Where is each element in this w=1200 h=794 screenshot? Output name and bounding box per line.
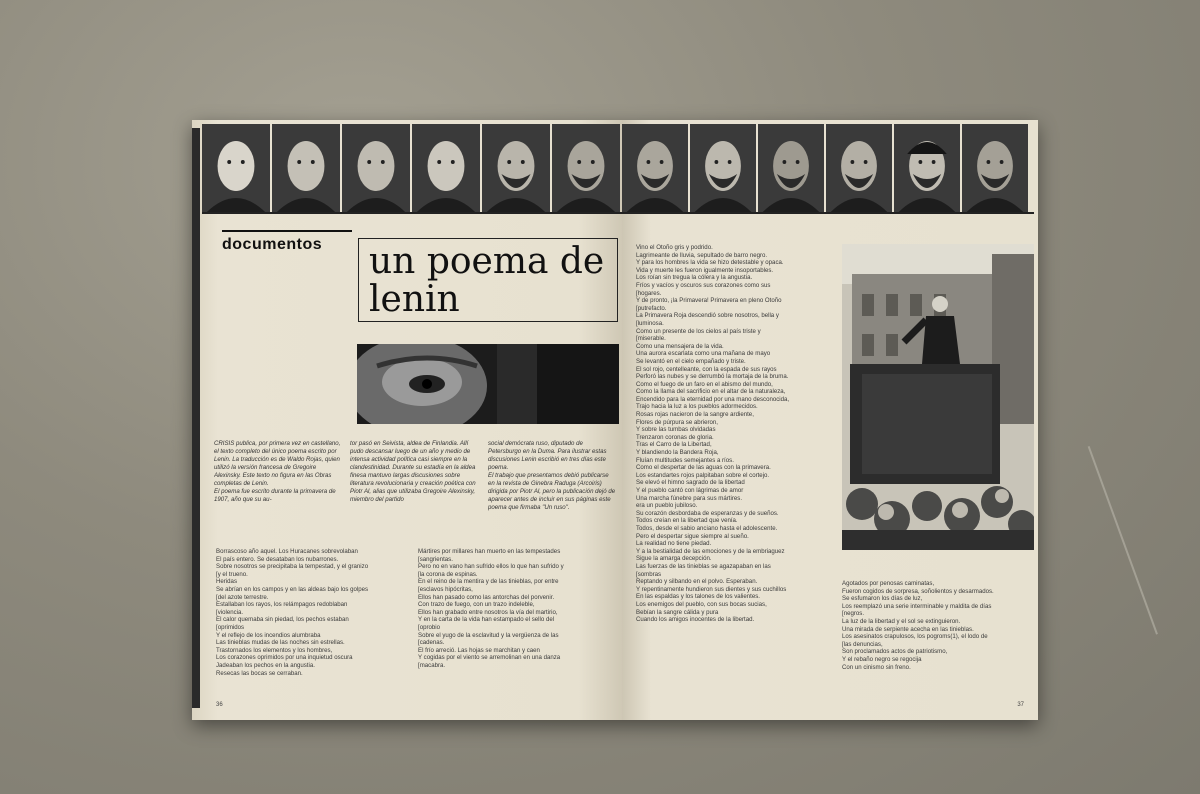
portrait-strip-right (622, 124, 1034, 212)
lenin-portrait (272, 124, 340, 212)
poem-right-column-1: Vino el Otoño gris y podrido. Lagrimeante de lluvia, sepultado de barro negro. Y para los hombres la vida se hizo detestable y opaca. Vida y muerte les fueron igualmente insoportables. Los roían sin tregua la cólera y la angustia. Fríos y vacíos y oscuros sus corazones como sus [hogares. Y de pronto, ¡la Primavera! Primavera en pleno Otoño [putrefacto. La Primavera Roja descendió sobre nosotros, bella y [luminosa. Como un presente de los cielos al país triste y [miserable. Como una mensajera de la vida. Una aurora escarlata como una mañana de mayo Se levantó en el cielo empañado y triste. El sol rojo, centelleante, con la espada de sus rayos Perforó las nubes y se derrumbó la mortaja de la bruma. Como el fuego de un faro en el abismo del mundo, Como la llama del sacrificio en el altar de la naturaleza, Encendido para la eternidad por una mano desconocida, Trajo hacia la luz a los pueblos adormecidos. Rosas rojas nacieron de la sangre ardiente, Flores de púrpura se abrieron, Y sobre las tumbas olvidadas Trenzaron coronas de gloria. Tras el Carro de la Libertad, Y blandiendo la Bandera Roja, Fluían multitudes semejantes a ríos. Como el despertar de las aguas con la primavera. Los estandartes rojos palpitaban sobre el cortejo. Se elevó el himno sagrado de la libertad Y el pueblo cantó con lágrimas de amor Una marcha fúnebre para sus mártires. era un pueblo jubiloso. Su corazón desbordaba de esperanzas y de sueños. Todos creían en la libertad que venía. Todos, desde el sabio anciano hasta el adolescente. Pero el despertar sigue siempre al sueño. La realidad no tiene piedad. Y a la bestialidad de las emociones y de la embriaguez Sigue la amarga decepción. Las fuerzas de las tinieblas se agazapaban en las [sombras Reptando y silbando en el polvo. Esperaban. Y repentinamente hundieron sus dientes y sus cuchillos En las espaldas y los talones de los valientes. Los enemigos del pueblo, con sus bocas sucias, Bebían la sangre cálida y pura Cuando los amigos inocentes de la libertad. (636, 244, 790, 624)
eye-photo (357, 344, 619, 424)
intro-column-2: tor pasó en Seivista, aldea de Finlandia. Allí pudo descansar luego de un año y medio de intensa actividad política casi siempre en la clandestinidad. Durante su estadía en la aldea finesa mantuvo largas discusiones sobre literatura revolucionaria y creación poética con Piotr Al, alias que utilizaba Gregoire Alexinsky, miembro del partido (350, 440, 476, 503)
title-box (358, 238, 618, 322)
header-rule (202, 212, 622, 214)
page-number-left: 36 (216, 702, 223, 708)
lenin-portrait (622, 124, 688, 212)
intro-column-3: social demócrata ruso, diputado de Petersburgo en la Duma. Para ilustrar estas discusiones Lenin escribió en tres días este poema. El trabajo que presentamos debió publicarse en la revista de Ginebra Raduga (Arcoiris) dirigida por Piotr Al, pero la publicación dejó de aparecer antes de incluir en sus páginas este poema que firmaba "Un ruso". (488, 440, 616, 511)
right-page (622, 120, 1038, 720)
lenin-portrait (758, 124, 824, 212)
lenin-speech-photo (842, 244, 1034, 550)
lenin-portrait (962, 124, 1028, 212)
lenin-portrait (552, 124, 620, 212)
poem-left-column-2: Mártires por millares han muerto en las tempestades [sangrientas. Pero no en vano han sufrido ellos lo que han sufrido y [la corona de espinas. En el reino de la mentira y de las tinieblas, por entre [esclavos hipócritas, Ellos han pasado como las antorchas del porvenir. Con trazo de fuego, con un trazo indeleble, Ellos han grabado entre nosotros la vía del martirio, Y en la carta de la vida han estampado el sello del [oprobio Sobre el yugo de la esclavitud y la vergüenza de las [cadenas. El frío arreció. Las hojas se marchitan y caen Y cogidas por el viento se arremolinan en una danza [macabra. (418, 548, 564, 669)
lenin-portrait (826, 124, 892, 212)
lenin-portrait (690, 124, 756, 212)
lenin-portrait (482, 124, 550, 212)
page-number-right: 37 (1017, 702, 1024, 708)
open-magazine (192, 120, 1038, 720)
left-page (192, 120, 622, 720)
article-title-line1: un poema de (369, 241, 605, 282)
header-rule (622, 212, 1034, 214)
lenin-portrait (894, 124, 960, 212)
article-title-line2: lenin (369, 279, 460, 320)
portrait-strip-left (202, 124, 620, 212)
poem-left-column-1: Borrascoso año aquel. Los Huracanes sobrevolaban El país entero. Se desataban los nubarrones. Sobre nosotros se precipitaba la tempestad, y el granizo [y el trueno. Heridas Se abrían en los campos y en las aldeas bajo los golpes [del azote terrestre. Estallaban los rayos, los relámpagos redoblaban [violencia. El calor quemaba sin piedad, los pechos estaban [oprimidos Y el reflejo de los incendios alumbraba Las tinieblas mudas de las noches sin estrellas. Trastornados los elementos y los hombres, Los corazones oprimidos por una inquietud oscura Jadeaban los pechos en la angustia. Resecas las bocas se cerraban. (216, 548, 369, 677)
intro-column-1: CRISIS publica, por primera vez en castellano, el texto completo del único poema escrito por Lenin. La traducción es de Waldo Rojas, quien utilizó la versión francesa de Gregoire Alexinsky. Este texto no figura en las Obras completas de Lenin. El poema fue escrito durante la primavera de 1907, año que su au- (214, 440, 341, 503)
page-edge (192, 128, 200, 708)
kicker-rule (222, 230, 352, 232)
lenin-portrait (412, 124, 480, 212)
section-label: documentos (222, 236, 323, 253)
poem-right-column-2: Agotados por penosas caminatas, Fueron cogidos de sorpresa, soñolientos y desarmados. Se esfumaron los días de luz, Los reemplazó una serie interminable y maldita de días [negros. La luz de la libertad y el sol se extinguieron. Una mirada de serpiente acecha en las tinieblas. Los asesinatos crapulosos, los pogroms(1), el lodo de [las denuncias, Son proclamados actos de patriotismo, Y el rebaño negro se regocija Con un cinismo sin freno. (842, 580, 994, 671)
lenin-portrait (342, 124, 410, 212)
lenin-portrait (202, 124, 270, 212)
